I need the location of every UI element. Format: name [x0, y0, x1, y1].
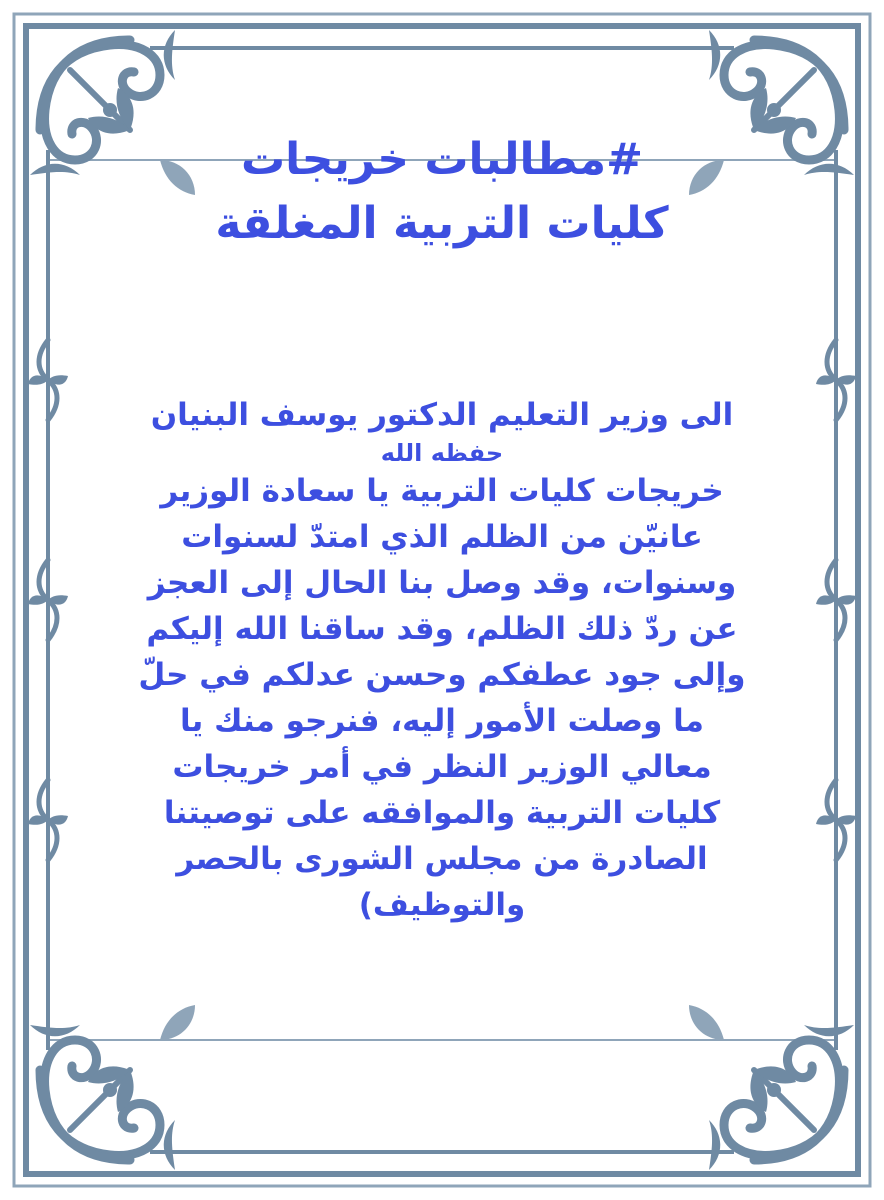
- body-line: وإلى جود عطفكم وحسن عدلكم في حلّ: [138, 657, 746, 693]
- corner-ornament-bottom-left: [30, 1005, 195, 1170]
- body-line: ما وصلت الأمور إليه، فنرجو منك يا: [180, 703, 704, 739]
- body-line: كليات التربية والموافقه على توصيتنا: [163, 795, 721, 831]
- body-line: خريجات كليات التربية يا سعادة الوزير: [160, 473, 724, 509]
- body-line: حفظه الله: [380, 439, 504, 467]
- letter-body: [130, 392, 754, 928]
- document-title: [150, 128, 734, 256]
- body-line: عن ردّ ذلك الظلم، وقد ساقنا الله إليكم: [146, 611, 738, 647]
- title-line: كليات التربية المغلقة: [215, 198, 669, 249]
- corner-ornament-bottom-right: [689, 1005, 854, 1170]
- body-line: معالي الوزير النظر في أمر خريجات: [172, 749, 712, 785]
- body-line: عانيّن من الظلم الذي امتدّ لسنوات: [181, 519, 703, 555]
- body-line: وسنوات، وقد وصل بنا الحال إلى العجز: [147, 565, 737, 601]
- body-line: والتوظيف): [358, 887, 526, 923]
- body-line: الى وزير التعليم الدكتور يوسف البنيان: [150, 397, 734, 433]
- body-line: الصادرة من مجلس الشورى بالحصر: [176, 841, 708, 877]
- title-line: #مطالبات خريجات: [240, 134, 644, 185]
